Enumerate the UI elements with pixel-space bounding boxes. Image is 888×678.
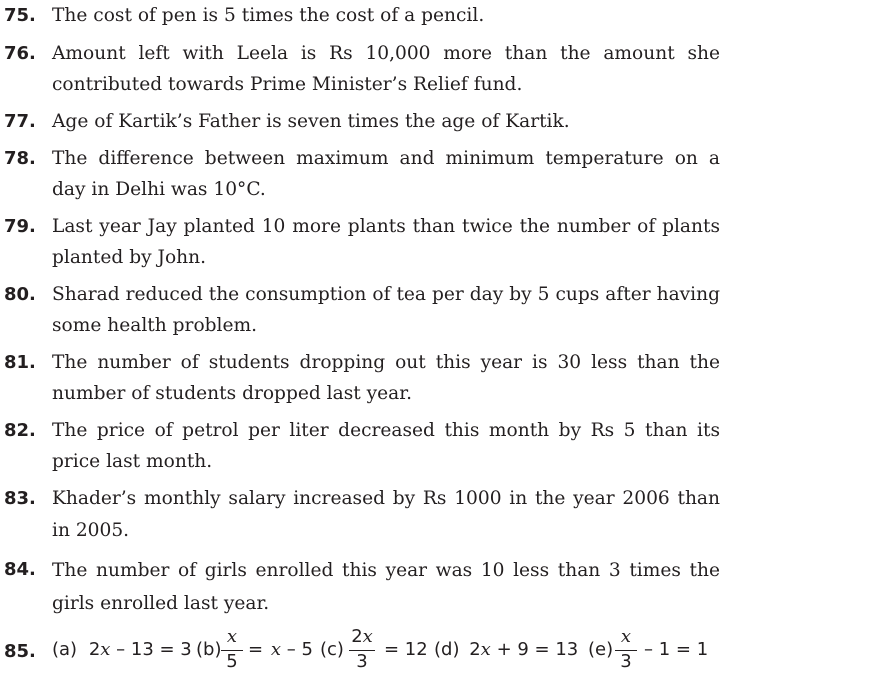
equation-a [52, 640, 192, 660]
part-label: (d) [434, 639, 460, 660]
fraction-b [220, 626, 244, 674]
equation-row [52, 626, 752, 674]
variable: x [270, 639, 281, 660]
question-line: price last month. [52, 451, 213, 472]
question-text [52, 211, 720, 273]
question-number: 79. [4, 216, 36, 237]
question-line: number of students dropped last year. [52, 383, 412, 404]
question-line: Age of Kartik’s Father is seven times the age of Kartik. [52, 111, 570, 132]
question-line: The cost of pen is 5 times the cost of a pencil. [52, 5, 485, 26]
fraction-denominator: 5 [226, 651, 238, 672]
question-line: Khader’s monthly salary increased by Rs 1000 in the year 2006 than [52, 488, 720, 509]
fraction-denominator: 3 [356, 651, 368, 672]
equation-c-rest: = 12 [384, 639, 428, 660]
question-number: 75. [4, 5, 36, 26]
coefficient: 2 [469, 639, 481, 660]
fraction-numerator: x [226, 626, 238, 647]
variable: x [362, 626, 373, 647]
question-line: The number of students dropping out this year is 30 less than the [52, 352, 720, 373]
question-number: 81. [4, 352, 36, 373]
fraction-e [614, 626, 638, 674]
question-line: Sharad reduced the consumption of tea per day by 5 cups after having [52, 284, 720, 305]
question-line: Last year Jay planted 10 more plants than twice the number of plants [52, 216, 720, 237]
question-75 [0, 0, 720, 31]
question-line: The difference between maximum and minimum temperature on a [52, 148, 720, 169]
question-text [52, 554, 720, 620]
question-78 [0, 143, 720, 205]
part-label-c: (c) [320, 639, 344, 660]
question-line: in 2005. [52, 520, 130, 541]
question-76 [0, 38, 720, 100]
part-label-e: (e) [588, 639, 614, 660]
question-number: 83. [4, 488, 36, 509]
question-text [52, 483, 720, 547]
equation-b-rest [248, 640, 313, 660]
question-line: some health problem. [52, 315, 258, 336]
question-line: Amount left with Leela is Rs 10,000 more than the amount she [52, 43, 720, 64]
question-number: 85. [4, 641, 36, 662]
question-84 [0, 554, 720, 620]
equation-rest: – 5 [286, 639, 313, 660]
question-line: planted by John. [52, 247, 207, 268]
question-text [52, 0, 720, 31]
coefficient: 2 [351, 626, 363, 647]
question-79 [0, 211, 720, 273]
part-label: (a) [52, 639, 78, 660]
variable: x [480, 639, 491, 660]
equation-e-rest: – 1 = 1 [644, 639, 709, 660]
question-85 [0, 626, 760, 676]
question-82 [0, 415, 720, 477]
fraction-numerator [348, 627, 376, 647]
question-83 [0, 483, 720, 547]
question-text [52, 347, 720, 409]
part-label-b: (b) [196, 639, 222, 660]
fraction-c [348, 626, 376, 674]
equation-rest: – 13 = 3 [116, 639, 192, 660]
coefficient: 2 [88, 639, 101, 660]
question-81 [0, 347, 720, 409]
question-text [52, 279, 720, 341]
fraction-numerator: x [620, 626, 632, 647]
question-number: 78. [4, 148, 36, 169]
question-80 [0, 279, 720, 341]
question-line: girls enrolled last year. [52, 593, 270, 614]
question-text [52, 38, 720, 100]
fraction-denominator: 3 [620, 651, 632, 672]
question-77 [0, 106, 720, 137]
variable: x [100, 639, 111, 660]
question-number: 77. [4, 111, 36, 132]
equals-sign: = [248, 639, 264, 660]
question-line: day in Delhi was 10°C. [52, 179, 266, 200]
question-number: 82. [4, 420, 36, 441]
equation-rest: + 9 = 13 [496, 639, 579, 660]
question-number: 80. [4, 284, 36, 305]
question-text [52, 106, 720, 137]
question-line: The price of petrol per liter decreased this month by Rs 5 than its [52, 420, 720, 441]
equation-d [434, 640, 578, 660]
question-text [52, 415, 720, 477]
question-line: contributed towards Prime Minister’s Relief fund. [52, 74, 523, 95]
question-text [52, 143, 720, 205]
question-number: 76. [4, 43, 36, 64]
question-line: The number of girls enrolled this year was 10 less than 3 times the [52, 560, 720, 581]
question-number: 84. [4, 559, 36, 580]
